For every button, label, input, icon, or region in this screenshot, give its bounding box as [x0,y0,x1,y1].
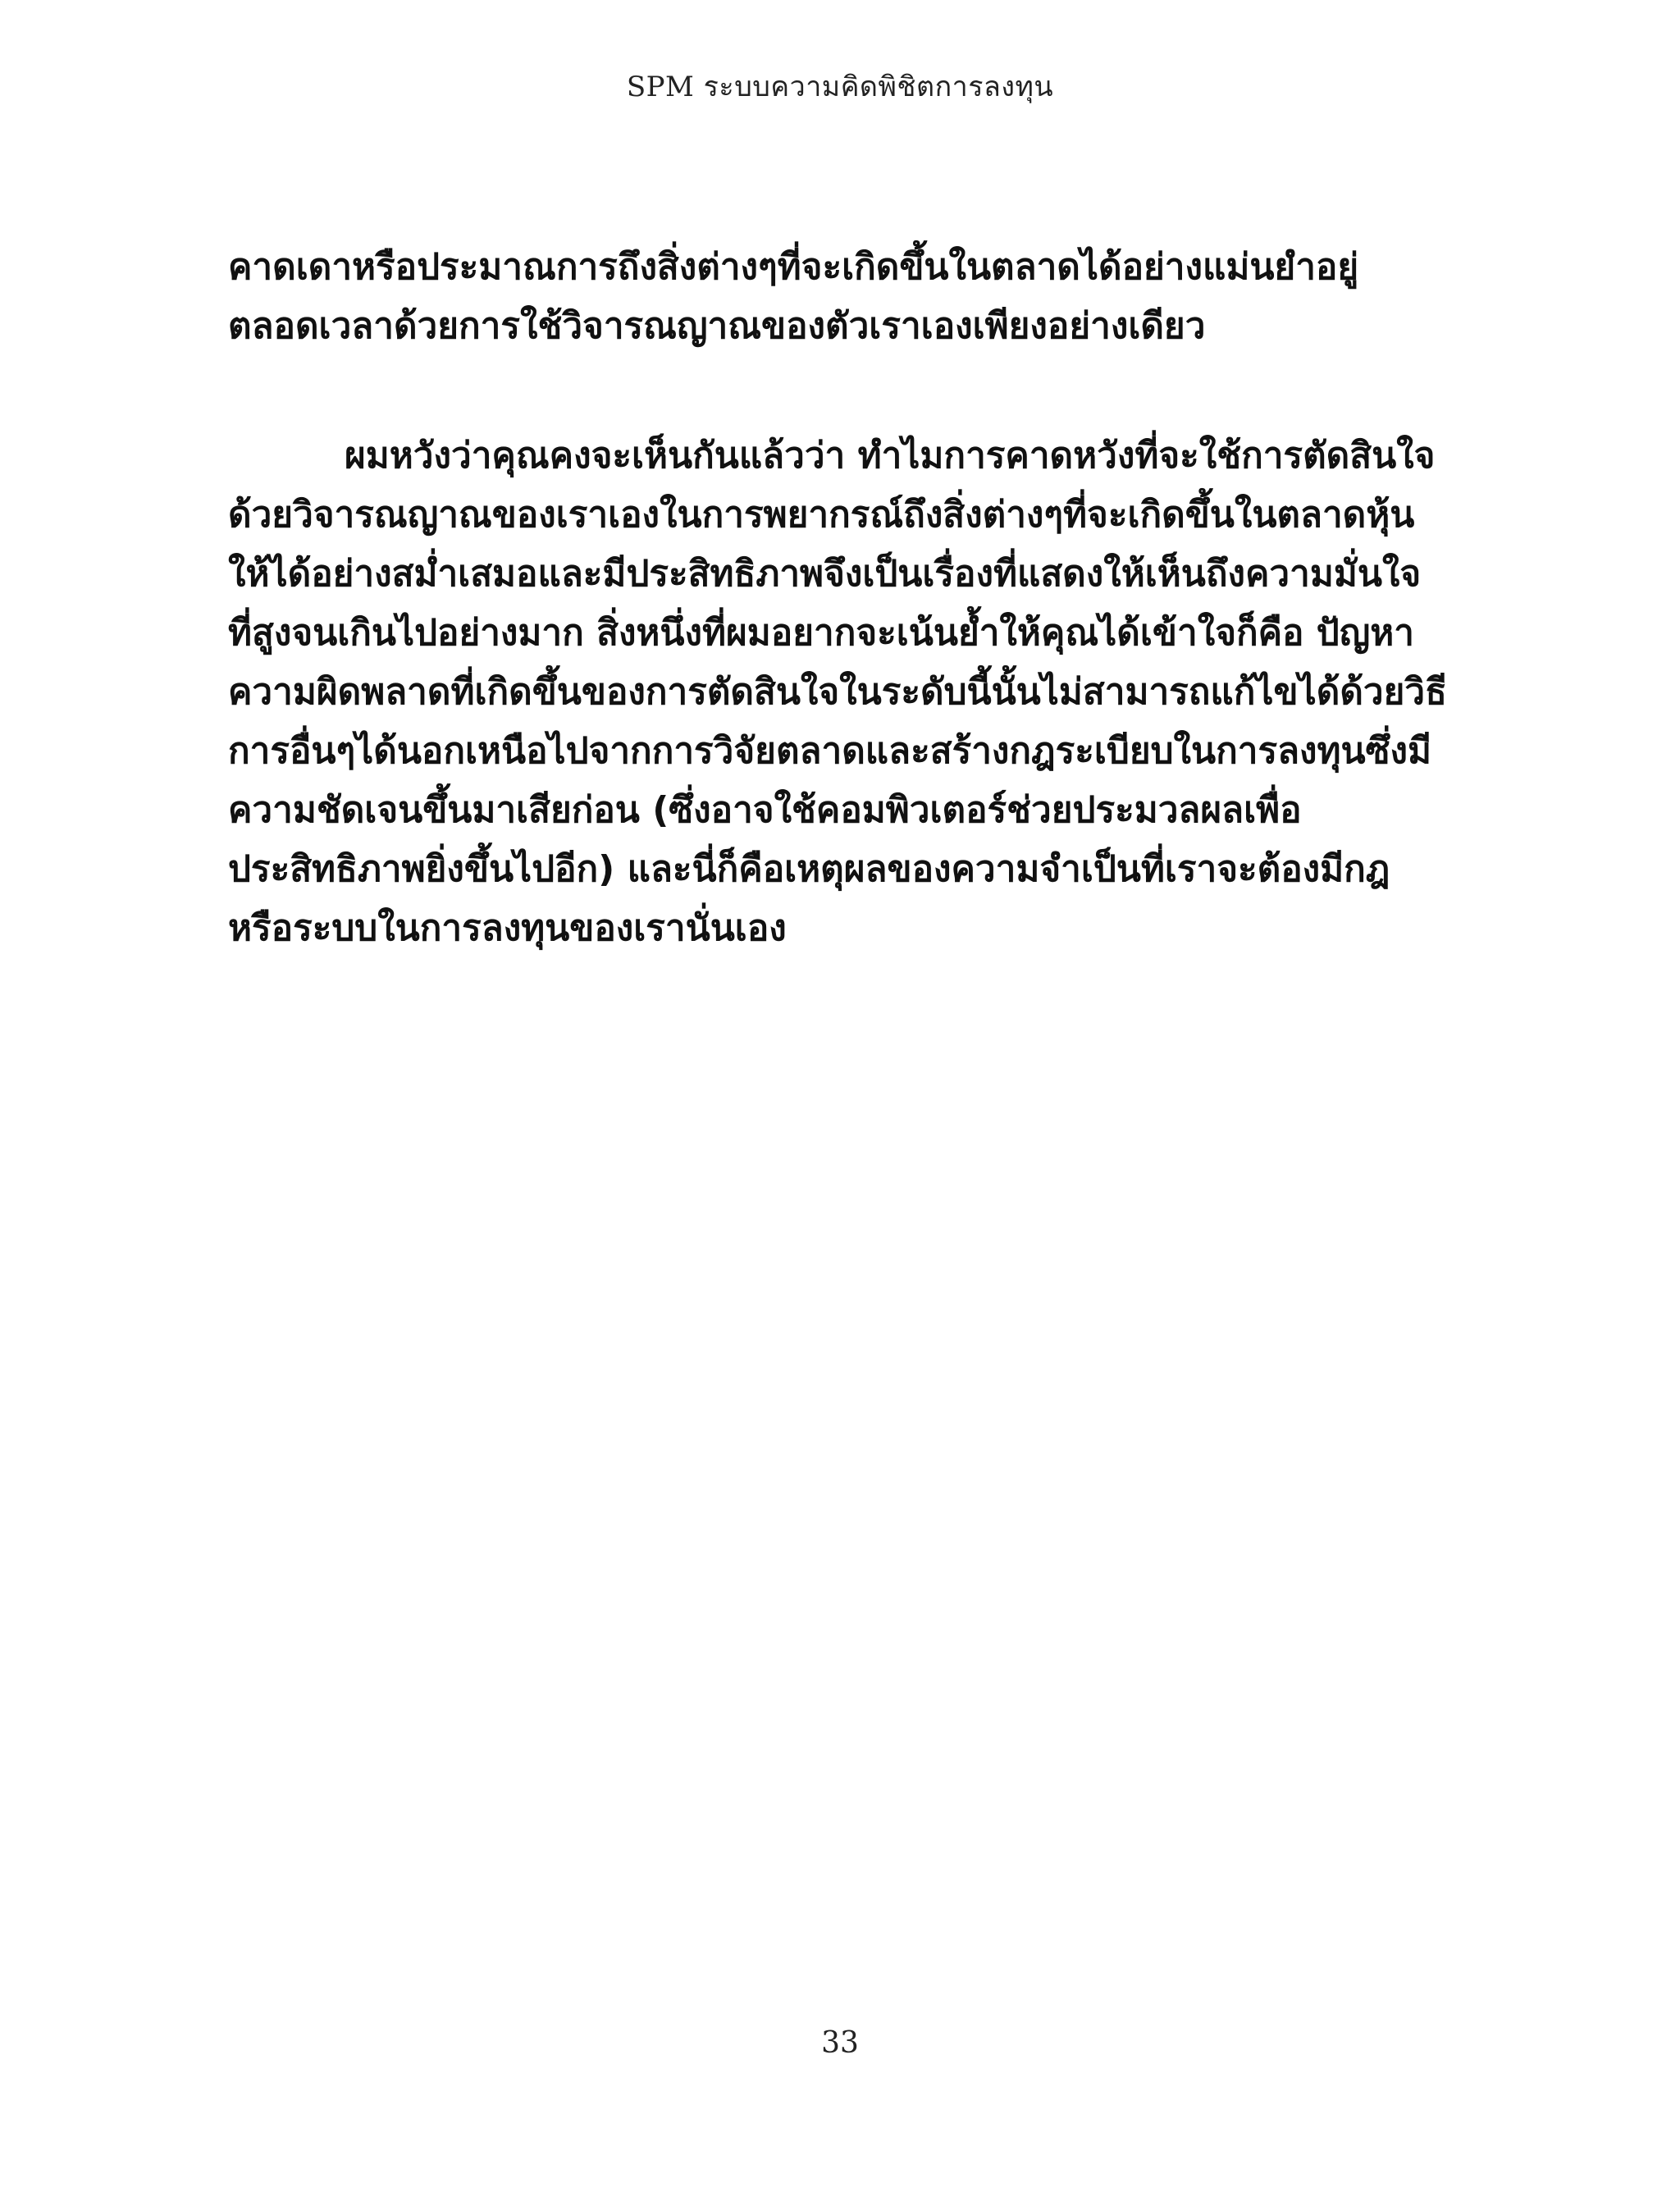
paragraph-line: หรือระบบในการลงทุนของเรานั่นเอง [228,907,787,949]
paragraph-line: ตลอดเวลาด้วยการใช้วิจารณญาณของตัวเราเองเพียงอย่างเดียว [228,305,1206,347]
paragraph-line: ให้ได้อย่างสม่ำเสมอและมีประสิทธิภาพจึงเป็นเรื่องที่แสดงให้เห็นถึงความมั่นใจ [228,553,1422,595]
paragraph-2 [228,427,1459,958]
paragraph-line: ความชัดเจนขึ้นมาเสียก่อน (ซึ่งอาจใช้คอมพิวเตอร์ช่วยประมวลผลเพื่อ [228,789,1302,831]
paragraph-line: ที่สูงจนเกินไปอย่างมาก สิ่งหนึ่งที่ผมอยากจะเน้นย้ำให้คุณได้เข้าใจก็คือ ปัญหา [228,612,1414,654]
running-header: SPM ระบบความคิดพิชิตการลงทุน [626,71,1054,103]
paragraph-line: ด้วยวิจารณญาณของเราเองในการพยากรณ์ถึงสิ่งต่างๆที่จะเกิดขึ้นในตลาดหุ้น [228,494,1415,536]
paragraph-line: การอื่นๆได้นอกเหนือไปจากการวิจัยตลาดและสร้างกฎระเบียบในการลงทุนซึ่งมี [228,730,1431,772]
paragraph-line: ประสิทธิภาพยิ่งขึ้นไปอีก) และนี่ก็คือเหตุผลของความจำเป็นที่เราจะต้องมีกฎ [228,848,1390,890]
paragraph-line: คาดเดาหรือประมาณการถึงสิ่งต่างๆที่จะเกิดขึ้นในตลาดได้อย่างแม่นยำอยู่ [228,246,1359,288]
paragraph-line: ความผิดพลาดที่เกิดขึ้นของการตัดสินใจในระดับนี้นั้นไม่สามารถแก้ไขได้ด้วยวิธี [228,671,1447,713]
paragraph-1 [228,238,1459,356]
paragraph-first-line: ผมหวังว่าคุณคงจะเห็นกันแล้วว่า ทำไมการคาดหวังที่จะใช้การตัดสินใจ [345,435,1436,477]
page-number: 33 [821,2026,859,2060]
